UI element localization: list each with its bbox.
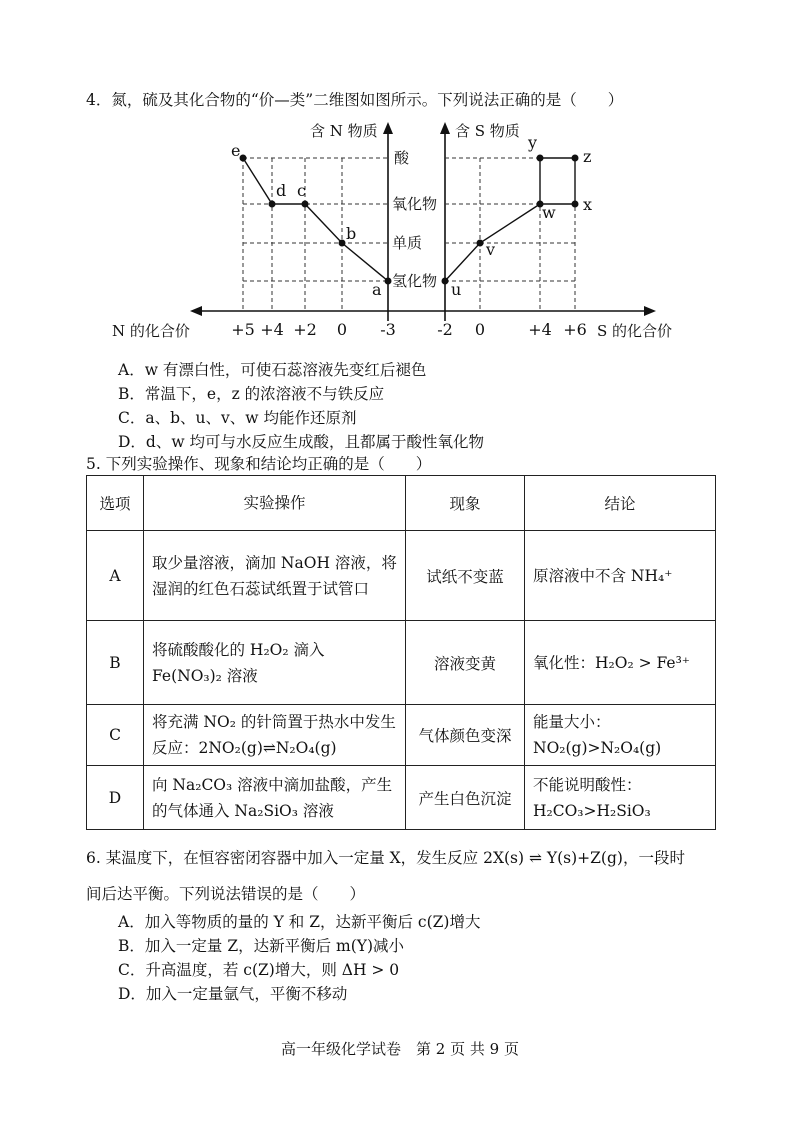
point-y bbox=[537, 155, 544, 162]
s-tick-label: +4 bbox=[528, 320, 552, 339]
page-footer: 高一年级化学试卷 第 2 页 共 9 页 bbox=[281, 1040, 519, 1058]
table-row bbox=[87, 766, 716, 830]
q6-option-c: C．升高温度，若 c(Z)增大，则 ΔH > 0 bbox=[118, 961, 400, 979]
category-label: 酸 bbox=[394, 149, 410, 167]
q6-option-d: D．加入一定量氩气，平衡不移动 bbox=[118, 985, 348, 1003]
row-operation: 取少量溶液，滴加 NaOH 溶液，将湿润的红色石蕊试纸置于试管口 bbox=[144, 531, 406, 621]
category-label: 氢化物 bbox=[392, 272, 438, 290]
point-v bbox=[477, 240, 484, 247]
n-column-label: 含 N 物质 bbox=[310, 122, 378, 140]
point-b bbox=[339, 240, 346, 247]
n-tick-label: +4 bbox=[260, 320, 284, 339]
point-a bbox=[385, 278, 392, 285]
row-conclusion: 能量大小：NO₂(g)>N₂O₄(g) bbox=[525, 705, 716, 766]
point-label-e: e bbox=[231, 141, 241, 160]
row-conclusion: 原溶液中不含 NH₄⁺ bbox=[525, 531, 716, 621]
s-tick-label: +6 bbox=[563, 320, 587, 339]
q4-option-b: B．常温下，e，z 的浓溶液不与铁反应 bbox=[118, 385, 385, 403]
row-operation: 向 Na₂CO₃ 溶液中滴加盐酸，产生的气体通入 Na₂SiO₃ 溶液 bbox=[144, 766, 406, 830]
point-u bbox=[442, 278, 449, 285]
s-oxidation-box bbox=[540, 158, 575, 204]
row-conclusion: 氧化性：H₂O₂ > Fe³⁺ bbox=[525, 621, 716, 705]
point-label-w: w bbox=[542, 203, 556, 222]
q4-option-a: A．w 有漂白性，可使石蕊溶液先变红后褪色 bbox=[118, 361, 427, 379]
q6-option-b: B．加入一定量 Z，达新平衡后 m(Y)减小 bbox=[118, 937, 405, 955]
valence-class-diagram bbox=[110, 118, 690, 348]
point-x bbox=[572, 201, 579, 208]
point-d bbox=[269, 201, 276, 208]
point-label-a: a bbox=[372, 280, 382, 299]
row-phenomenon: 试纸不变蓝 bbox=[406, 531, 525, 621]
s-tick-label: -2 bbox=[437, 320, 453, 339]
point-label-u: u bbox=[451, 280, 462, 299]
s-axis-label: S 的化合价 bbox=[597, 322, 673, 340]
point-label-v: v bbox=[486, 240, 496, 259]
question-5-stem: 5. 下列实验操作、现象和结论均正确的是（ ） bbox=[86, 455, 432, 473]
row-phenomenon: 气体颜色变深 bbox=[406, 705, 525, 766]
q4-option-c: C．a、b、u、v、w 均能作还原剂 bbox=[118, 409, 357, 427]
point-label-z: z bbox=[583, 147, 592, 166]
point-label-d: d bbox=[276, 181, 287, 200]
point-c bbox=[302, 201, 309, 208]
question-6-stem-line2: 间后达平衡。下列说法错误的是（ ） bbox=[86, 885, 366, 903]
point-e bbox=[240, 155, 247, 162]
point-label-x: x bbox=[583, 195, 593, 214]
point-label-y: y bbox=[528, 133, 538, 152]
row-option: A bbox=[87, 531, 144, 621]
row-phenomenon: 溶液变黄 bbox=[406, 621, 525, 705]
row-option: C bbox=[87, 705, 144, 766]
point-z bbox=[572, 155, 579, 162]
header-conclusion: 结论 bbox=[525, 476, 716, 531]
row-phenomenon: 产生白色沉淀 bbox=[406, 766, 525, 830]
table-row bbox=[87, 705, 716, 766]
category-label: 氧化物 bbox=[392, 195, 438, 213]
n-axis-arrow-icon bbox=[383, 122, 393, 134]
row-option: D bbox=[87, 766, 144, 830]
header-operation: 实验操作 bbox=[144, 476, 406, 531]
question-4-stem: 4．氮，硫及其化合物的“价—类”二维图如图所示。下列说法正确的是（ ） bbox=[86, 91, 624, 109]
s-tick-label: 0 bbox=[474, 320, 486, 339]
axis-right-arrow-icon bbox=[644, 306, 656, 316]
point-label-c: c bbox=[297, 181, 306, 200]
n-tick-label: +2 bbox=[293, 320, 317, 339]
row-option: B bbox=[87, 621, 144, 705]
header-phenomenon: 现象 bbox=[406, 476, 525, 531]
table-header-row bbox=[87, 476, 716, 531]
n-tick-label: +5 bbox=[231, 320, 255, 339]
s-axis-arrow-icon bbox=[440, 122, 450, 134]
row-operation: 将硫酸酸化的 H₂O₂ 滴入 Fe(NO₃)₂ 溶液 bbox=[144, 621, 406, 705]
q4-option-d: D．d、w 均可与水反应生成酸，且都属于酸性氧化物 bbox=[118, 433, 485, 451]
n-connection-line bbox=[243, 158, 388, 281]
category-label: 单质 bbox=[392, 234, 423, 252]
point-label-b: b bbox=[346, 224, 357, 243]
question-6-stem-line1: 6. 某温度下，在恒容密闭容器中加入一定量 X，发生反应 2X(s) ⇌ Y(s)+Z(g)，一段时 bbox=[86, 849, 685, 867]
axis-left-arrow-icon bbox=[190, 306, 202, 316]
n-tick-label: -3 bbox=[380, 320, 396, 339]
q6-option-a: A．加入等物质的量的 Y 和 Z，达新平衡后 c(Z)增大 bbox=[118, 913, 481, 931]
row-conclusion: 不能说明酸性：H₂CO₃>H₂SiO₃ bbox=[525, 766, 716, 830]
n-axis-label: N 的化合价 bbox=[112, 322, 190, 340]
header-option: 选项 bbox=[87, 476, 144, 531]
table-row bbox=[87, 531, 716, 621]
experiment-table bbox=[86, 475, 716, 830]
n-tick-label: 0 bbox=[336, 320, 348, 339]
s-column-label: 含 S 物质 bbox=[455, 122, 520, 140]
row-operation: 将充满 NO₂ 的针筒置于热水中发生反应：2NO₂(g)⇌N₂O₄(g) bbox=[144, 705, 406, 766]
table-row bbox=[87, 621, 716, 705]
